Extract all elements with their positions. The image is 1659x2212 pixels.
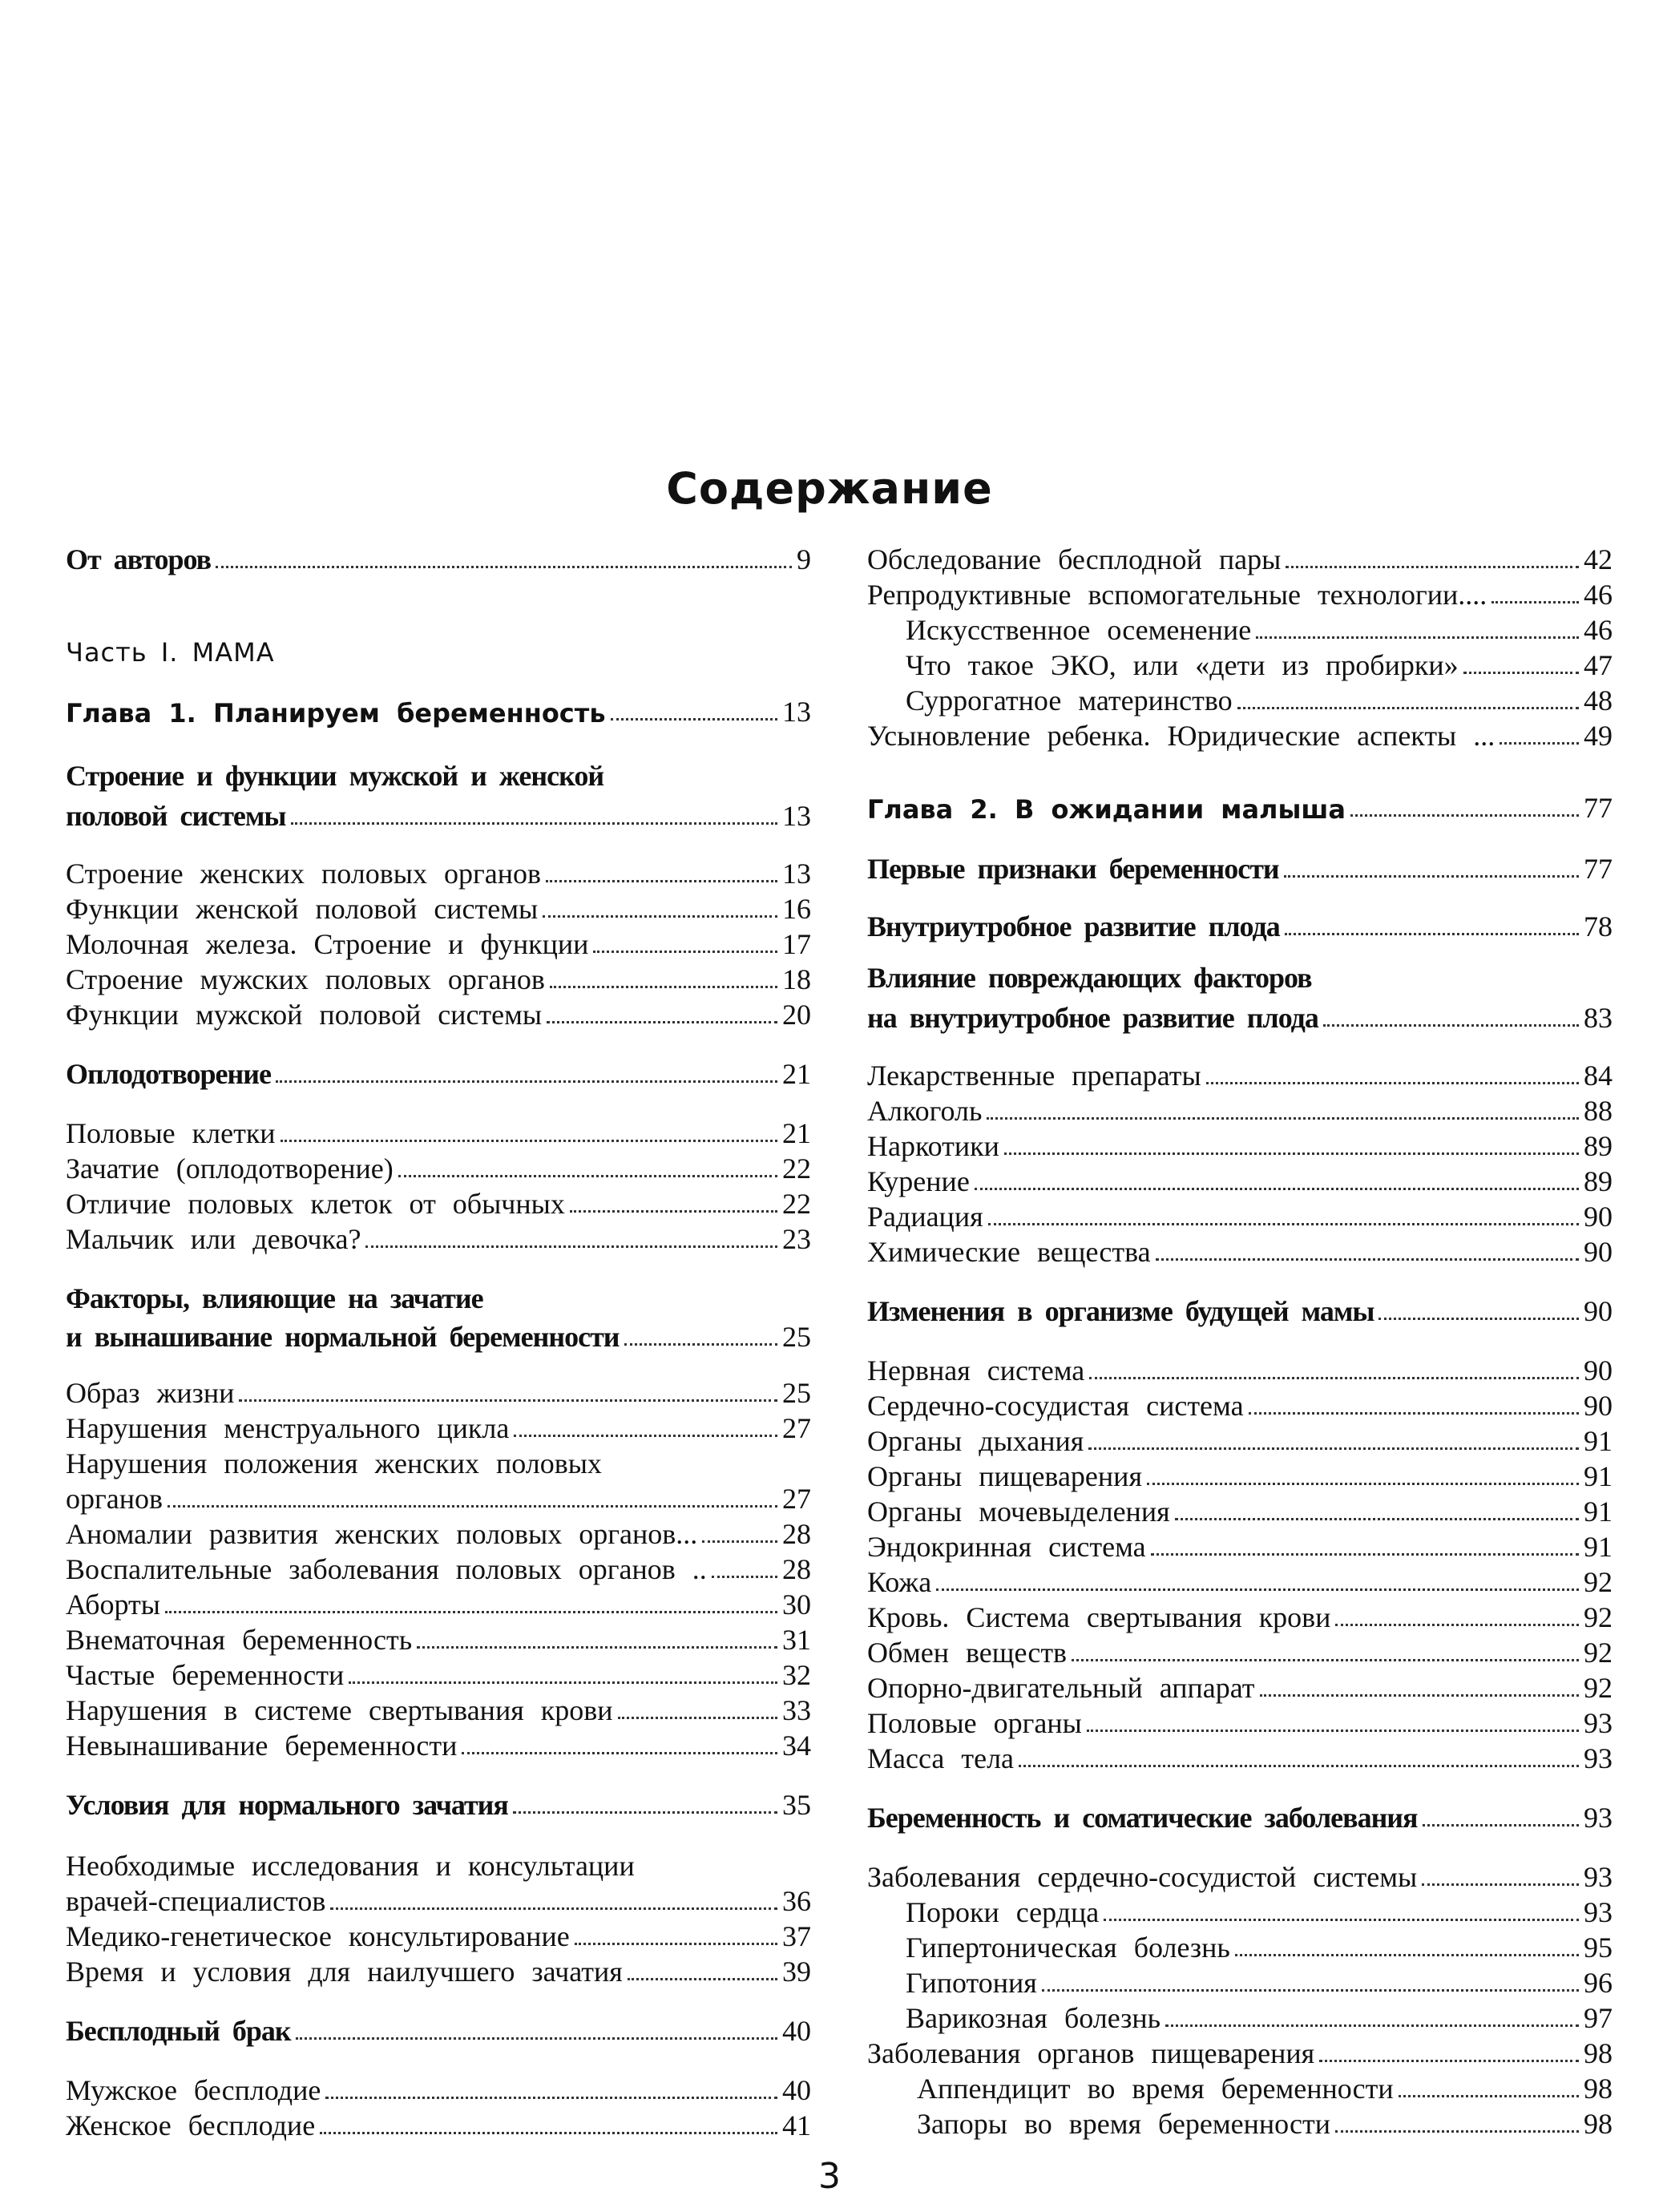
- toc-entry-title: Обследование бесплодной пары: [867, 543, 1282, 575]
- toc-entry-title: Половые органы: [867, 1707, 1082, 1739]
- toc-entry-page: 28: [782, 1518, 811, 1550]
- toc-entry-page: 25: [782, 1321, 811, 1353]
- toc-entry-page: 90: [1584, 1201, 1613, 1233]
- toc-entry: [66, 537, 811, 574]
- toc-entry: [66, 1547, 811, 1584]
- toc-entry-page: 91: [1584, 1531, 1613, 1563]
- toc-entry: [66, 1217, 811, 1253]
- toc-entry-title: Гипотония: [906, 1967, 1037, 1999]
- toc-entry-page: 98: [1584, 2108, 1613, 2140]
- toc-entry: [867, 1289, 1613, 1326]
- toc-entry-title: Нервная система: [867, 1354, 1085, 1387]
- toc-entry: [917, 2066, 1613, 2103]
- toc-entry: [917, 2101, 1613, 2138]
- toc-entry: [867, 1665, 1613, 1702]
- toc-entry-title: Глава 2. В ожидании малыша: [867, 794, 1346, 825]
- dot-leader: [575, 1943, 777, 1945]
- toc-entry-page: 92: [1584, 1601, 1613, 1633]
- toc-entry: [867, 1489, 1613, 1526]
- toc-entry: [66, 1582, 811, 1619]
- toc-entry: [906, 1996, 1613, 2032]
- toc-entry-title: Что такое ЭКО, или «дети из пробирки»: [906, 649, 1459, 681]
- toc-entry-page: 77: [1584, 853, 1613, 885]
- toc-entry-page: 93: [1584, 1861, 1613, 1893]
- toc-entry-page: 49: [1584, 720, 1613, 752]
- toc-entry-title: Нарушения в системе свертывания крови: [66, 1694, 613, 1726]
- dot-leader: [330, 1907, 777, 1910]
- toc-entry-page: 23: [782, 1223, 811, 1255]
- toc-entry-page: 17: [782, 928, 811, 960]
- toc-entry: [906, 1960, 1613, 1997]
- toc-entry-title: Изменения в организме будущей мамы: [867, 1295, 1374, 1327]
- toc-entry-title: Первые признаки беременности: [867, 853, 1279, 885]
- toc-entry-title: Глава 1. Планируем беременность: [66, 698, 606, 729]
- dot-leader: [462, 1752, 777, 1754]
- dot-leader: [365, 1245, 777, 1248]
- toc-entry: [66, 1476, 811, 1513]
- dot-leader: [1088, 1447, 1579, 1450]
- toc-entry-title: Суррогатное материнство: [906, 684, 1233, 716]
- toc-entry: [867, 846, 1613, 883]
- toc-entry: [66, 922, 811, 959]
- toc-entry-title: Заболевания сердечно-сосудистой системы: [867, 1861, 1418, 1893]
- toc-entry-page: 89: [1584, 1165, 1613, 1197]
- toc-entry: [66, 1512, 811, 1548]
- toc-entry-title: Женское бесплодие: [66, 2109, 316, 2141]
- dot-leader: [624, 1343, 778, 1346]
- toc-entry-page: 93: [1584, 1707, 1613, 1739]
- dot-leader: [1335, 1624, 1579, 1626]
- toc-entry-title: Часть I. МАМА: [66, 637, 275, 668]
- toc-entry-page: 91: [1584, 1425, 1613, 1457]
- dot-leader: [975, 1188, 1579, 1190]
- dot-leader: [1249, 1412, 1579, 1415]
- dot-leader: [1260, 1694, 1579, 1697]
- toc-entry: [867, 572, 1613, 609]
- toc-entry-page: 36: [782, 1885, 811, 1917]
- toc-entry-page: 48: [1584, 684, 1613, 716]
- toc-entry-page: 22: [782, 1188, 811, 1220]
- toc-entry-title: Бесплодный брак: [66, 2015, 291, 2047]
- toc-entry: [867, 1419, 1613, 1455]
- toc-entry-page: 46: [1584, 579, 1613, 611]
- dot-leader: [1335, 2130, 1579, 2133]
- toc-entry: [66, 2068, 811, 2105]
- toc-entry: [66, 1276, 811, 1313]
- toc-entry-title: Образ жизни: [66, 1377, 235, 1409]
- toc-entry-page: 16: [782, 893, 811, 925]
- toc-entry: [867, 1524, 1613, 1561]
- toc-entry-page: 90: [1584, 1390, 1613, 1422]
- toc-entry-page: 28: [782, 1553, 811, 1585]
- dot-leader: [628, 1978, 777, 1980]
- toc-entry-title: Мальчик или девочка?: [66, 1223, 361, 1255]
- dot-leader: [570, 1210, 777, 1213]
- toc-entry-title: Половые клетки: [66, 1117, 276, 1149]
- dot-leader: [1019, 1765, 1579, 1767]
- toc-entry-page: 98: [1584, 2073, 1613, 2105]
- dot-leader: [702, 1540, 777, 1543]
- toc-entry: [66, 2103, 811, 2140]
- dot-leader: [546, 880, 777, 882]
- toc-entry-title: Частые беременности: [66, 1659, 345, 1691]
- toc-entry: [867, 1736, 1613, 1773]
- toc-entry-page: 13: [782, 696, 811, 728]
- toc-entry: [867, 1124, 1613, 1160]
- toc-entry-title: Аномалии развития женских половых органов...: [66, 1518, 698, 1550]
- toc-entry: [867, 1053, 1613, 1090]
- toc-entry: [66, 1111, 811, 1148]
- toc-entry: [867, 1088, 1613, 1125]
- toc-entry-page: 37: [782, 1920, 811, 1952]
- toc-entry-page: 18: [782, 963, 811, 995]
- toc-entry: [66, 793, 811, 830]
- toc-entry-title: Гипертоническая болезнь: [906, 1931, 1230, 1964]
- dot-leader: [1491, 601, 1579, 603]
- toc-entry-title: Сердечно-сосудистая система: [867, 1390, 1244, 1422]
- toc-entry-title: половой системы: [66, 800, 286, 832]
- dot-leader: [1463, 672, 1579, 674]
- toc-entry: [867, 1595, 1613, 1632]
- toc-entry-title: Зачатие (оплодотворение): [66, 1152, 394, 1185]
- toc-entry-page: 27: [782, 1483, 811, 1515]
- dot-leader: [988, 1223, 1579, 1225]
- dot-leader: [550, 986, 777, 988]
- toc-entry: [66, 1949, 811, 1986]
- toc-entry: [66, 689, 811, 729]
- toc-entry-title: Кровь. Система свертывания крови: [867, 1601, 1331, 1633]
- dot-leader: [1319, 2060, 1579, 2062]
- dot-leader: [1004, 1152, 1579, 1155]
- toc-entry-title: Условия для нормального зачатия: [66, 1789, 508, 1821]
- dot-leader: [349, 1681, 777, 1684]
- toc-entry: [66, 1181, 811, 1218]
- dot-leader: [1089, 1377, 1579, 1379]
- dot-leader: [1235, 1954, 1579, 1956]
- toc-entry-title: Пороки сердца: [906, 1896, 1100, 1928]
- toc-entry: [66, 1441, 811, 1478]
- dot-leader: [593, 951, 777, 953]
- toc-entry-page: 92: [1584, 1566, 1613, 1598]
- toc-entry: [66, 851, 811, 888]
- toc-entry-title: Необходимые исследования и консультации: [66, 1850, 635, 1882]
- toc-entry-title: Органы пищеварения: [867, 1460, 1142, 1492]
- dot-leader: [1286, 566, 1579, 568]
- toc-entry-page: 97: [1584, 2002, 1613, 2034]
- toc-entry-page: 91: [1584, 1496, 1613, 1528]
- toc-entry: [66, 957, 811, 994]
- dot-leader: [611, 718, 777, 721]
- dot-leader: [987, 1117, 1579, 1120]
- toc-entry: [867, 1159, 1613, 1196]
- toc-entry-title: Молочная железа. Строение и функции: [66, 928, 589, 960]
- toc-entry: [867, 713, 1613, 750]
- dot-leader: [1423, 1824, 1579, 1827]
- toc-entry: [867, 537, 1613, 574]
- toc-entry: [906, 643, 1613, 680]
- toc-entry-page: 88: [1584, 1095, 1613, 1127]
- toc-entry-page: 78: [1584, 910, 1613, 943]
- toc-entry-title: и вынашивание нормальной беременности: [66, 1321, 620, 1353]
- toc-entry-title: Нарушения менструального цикла: [66, 1412, 510, 1444]
- toc-entry: [66, 2008, 811, 2045]
- toc-entry-title: Медико-генетическое консультирование: [66, 1920, 570, 1952]
- dot-leader: [216, 566, 792, 568]
- toc-entry-title: Алкоголь: [867, 1095, 983, 1127]
- dot-leader: [325, 2097, 777, 2099]
- toc-entry: [66, 1653, 811, 1689]
- toc-entry: [66, 1370, 811, 1407]
- toc-entry: [867, 1855, 1613, 1891]
- page-title: Содержание: [666, 463, 993, 514]
- dot-leader: [168, 1505, 777, 1508]
- toc-entry: [906, 1890, 1613, 1927]
- toc-entry: [867, 955, 1613, 992]
- toc-entry-page: 40: [782, 2015, 811, 2047]
- toc-entry-page: 98: [1584, 2037, 1613, 2069]
- dot-leader: [296, 2037, 777, 2040]
- toc-entry-page: 89: [1584, 1130, 1613, 1162]
- toc-entry: [906, 678, 1613, 715]
- toc-entry: [867, 1383, 1613, 1420]
- toc-entry: [66, 1914, 811, 1951]
- dot-leader: [513, 1811, 777, 1814]
- dot-leader: [1323, 1024, 1579, 1027]
- toc-entry: [66, 1406, 811, 1443]
- toc-entry: [867, 1795, 1613, 1832]
- toc-entry-page: 96: [1584, 1967, 1613, 1999]
- toc-entry-page: 90: [1584, 1354, 1613, 1387]
- toc-entry: [867, 2031, 1613, 2068]
- toc-entry-page: 93: [1584, 1802, 1613, 1834]
- toc-entry-title: Функции женской половой системы: [66, 893, 539, 925]
- toc-entry: [867, 995, 1613, 1032]
- dot-leader: [1284, 875, 1579, 878]
- toc-entry-page: 25: [782, 1377, 811, 1409]
- dot-leader: [165, 1611, 777, 1613]
- dot-leader: [239, 1399, 777, 1402]
- toc-entry-page: 92: [1584, 1672, 1613, 1704]
- dot-leader: [1237, 707, 1579, 709]
- toc-entry-page: 22: [782, 1152, 811, 1185]
- toc-entry-page: 46: [1584, 614, 1613, 646]
- toc-entry-page: 34: [782, 1730, 811, 1762]
- toc-entry: [66, 1314, 811, 1351]
- toc-entry-title: Функции мужской половой системы: [66, 999, 543, 1031]
- toc-entry-title: врачей-специалистов: [66, 1885, 326, 1917]
- toc-entry-page: 31: [782, 1624, 811, 1656]
- toc-entry-page: 84: [1584, 1060, 1613, 1092]
- dot-leader: [543, 915, 777, 918]
- dot-leader: [1399, 2095, 1579, 2097]
- toc-entry-title: Невынашивание беременности: [66, 1730, 458, 1762]
- toc-entry-title: Мужское бесплодие: [66, 2074, 321, 2106]
- dot-leader: [1104, 1919, 1579, 1921]
- toc-entry: [66, 992, 811, 1029]
- toc-entry-page: 13: [782, 800, 811, 832]
- toc-entry-title: Обмен веществ: [867, 1637, 1068, 1669]
- toc-entry-title: Нарушения положения женских половых: [66, 1447, 602, 1479]
- dot-leader: [1285, 933, 1579, 935]
- toc-entry: [66, 628, 811, 668]
- dot-leader: [281, 1140, 777, 1142]
- dot-leader: [1422, 1883, 1579, 1886]
- toc-entry-page: 32: [782, 1659, 811, 1691]
- page-number: 3: [818, 2156, 841, 2197]
- toc-entry-title: Эндокринная система: [867, 1531, 1146, 1563]
- toc-entry: [906, 1925, 1613, 1962]
- toc-entry-title: Усыновление ребенка. Юридические аспекты ...: [867, 720, 1496, 752]
- toc-entry-page: 21: [782, 1117, 811, 1149]
- dot-leader: [1500, 742, 1579, 745]
- toc-entry: [867, 1630, 1613, 1667]
- toc-entry-page: 90: [1584, 1236, 1613, 1268]
- toc-entry-title: Кожа: [867, 1566, 932, 1598]
- toc-entry-page: 21: [782, 1058, 811, 1090]
- toc-entry-title: на внутриутробное развитие плода: [867, 1002, 1318, 1034]
- toc-entry-title: Опорно-двигательный аппарат: [867, 1672, 1255, 1704]
- toc-entry-page: 83: [1584, 1002, 1613, 1034]
- toc-entry: [867, 904, 1613, 941]
- toc-entry: [66, 753, 811, 790]
- toc-entry: [66, 1723, 811, 1760]
- toc-entry-page: 77: [1584, 792, 1613, 824]
- toc-entry-title: Воспалительные заболевания половых органов ..: [66, 1553, 707, 1585]
- toc-entry: [867, 1194, 1613, 1231]
- toc-entry-page: 13: [782, 858, 811, 890]
- dot-leader: [1087, 1730, 1579, 1732]
- toc-entry-page: 93: [1584, 1742, 1613, 1774]
- toc-entry: [867, 1348, 1613, 1385]
- toc-entry: [867, 1701, 1613, 1738]
- toc-entry-page: 41: [782, 2109, 811, 2141]
- dot-leader: [936, 1588, 1579, 1591]
- toc-entry-title: Химические вещества: [867, 1236, 1151, 1268]
- toc-entry: [906, 607, 1613, 644]
- toc-entry: [66, 1688, 811, 1725]
- toc-entry-title: Репродуктивные вспомогательные технологии....: [867, 579, 1487, 611]
- toc-entry: [867, 1229, 1613, 1266]
- toc-entry-title: Аборты: [66, 1588, 160, 1621]
- toc-entry-page: 47: [1584, 649, 1613, 681]
- toc-entry-page: 39: [782, 1956, 811, 1988]
- toc-entry-title: Запоры во время беременности: [917, 2108, 1331, 2140]
- toc-entry-page: 20: [782, 999, 811, 1031]
- toc-entry-title: Строение женских половых органов: [66, 858, 541, 890]
- toc-entry-page: 90: [1584, 1295, 1613, 1327]
- toc-entry-page: 91: [1584, 1460, 1613, 1492]
- toc-entry-title: Внематочная беременность: [66, 1624, 413, 1656]
- toc-entry-title: Строение и функции мужской и женской: [66, 760, 604, 792]
- toc-entry: [66, 886, 811, 923]
- dot-leader: [1147, 1483, 1579, 1485]
- dot-leader: [398, 1175, 777, 1177]
- dot-leader: [320, 2132, 777, 2134]
- toc-entry-title: Органы мочевыделения: [867, 1496, 1170, 1528]
- toc-entry: [66, 1879, 811, 1915]
- toc-entry: [66, 1843, 811, 1880]
- toc-entry-title: Беременность и соматические заболевания: [867, 1802, 1418, 1834]
- dot-leader: [1206, 1082, 1579, 1084]
- toc-entry-page: 30: [782, 1588, 811, 1621]
- toc-entry-page: 27: [782, 1412, 811, 1444]
- dot-leader: [1072, 1659, 1579, 1661]
- dot-leader: [291, 822, 778, 825]
- toc-entry-page: 40: [782, 2074, 811, 2106]
- toc-entry: [66, 1782, 811, 1819]
- toc-entry: [867, 1454, 1613, 1491]
- toc-entry-page: 35: [782, 1789, 811, 1821]
- toc-entry-title: Заболевания органов пищеварения: [867, 2037, 1315, 2069]
- toc-entry: [867, 1560, 1613, 1596]
- toc-entry-title: Время и условия для наилучшего зачатия: [66, 1956, 623, 1988]
- toc-entry-title: От авторов: [66, 543, 212, 575]
- toc-entry-page: 9: [797, 543, 811, 575]
- toc-entry-page: 33: [782, 1694, 811, 1726]
- dot-leader: [1350, 814, 1579, 817]
- toc-entry-title: Лекарственные препараты: [867, 1060, 1201, 1092]
- dot-leader: [1042, 1989, 1579, 1992]
- dot-leader: [417, 1646, 777, 1649]
- toc-entry-title: Масса тела: [867, 1742, 1015, 1774]
- toc-entry-page: 95: [1584, 1931, 1613, 1964]
- toc-entry: [66, 1617, 811, 1654]
- toc-entry: [66, 1052, 811, 1088]
- toc-entry-title: органов: [66, 1483, 163, 1515]
- toc-entry-title: Оплодотворение: [66, 1058, 271, 1090]
- dot-leader: [618, 1717, 777, 1719]
- toc-entry-title: Факторы, влияющие на зачатие: [66, 1282, 483, 1314]
- toc-entry-page: 42: [1584, 543, 1613, 575]
- dot-leader: [1156, 1258, 1579, 1261]
- dot-leader: [1151, 1553, 1579, 1556]
- toc-entry-page: 92: [1584, 1637, 1613, 1669]
- dot-leader: [712, 1576, 777, 1578]
- toc-entry-title: Курение: [867, 1165, 970, 1197]
- toc-entry-title: Отличие половых клеток от обычных: [66, 1188, 565, 1220]
- dot-leader: [1165, 2024, 1579, 2027]
- toc-entry: [867, 785, 1613, 825]
- dot-leader: [1378, 1318, 1579, 1320]
- toc-entry-title: Радиация: [867, 1201, 983, 1233]
- dot-leader: [547, 1021, 777, 1023]
- dot-leader: [276, 1080, 777, 1083]
- toc-entry-title: Варикозная болезнь: [906, 2002, 1161, 2034]
- toc-entry: [66, 1146, 811, 1183]
- dot-leader: [1175, 1518, 1579, 1520]
- toc-entry-title: Аппендицит во время беременности: [917, 2073, 1394, 2105]
- toc-entry-title: Влияние повреждающих факторов: [867, 962, 1312, 994]
- toc-entry-page: 93: [1584, 1896, 1613, 1928]
- toc-entry-title: Искусственное осеменение: [906, 614, 1252, 646]
- toc-entry-title: Органы дыхания: [867, 1425, 1084, 1457]
- dot-leader: [514, 1435, 777, 1437]
- toc-entry-title: Внутриутробное развитие плода: [867, 910, 1280, 943]
- dot-leader: [1256, 636, 1579, 639]
- toc-entry-title: Наркотики: [867, 1130, 999, 1162]
- toc-entry-title: Строение мужских половых органов: [66, 963, 545, 995]
